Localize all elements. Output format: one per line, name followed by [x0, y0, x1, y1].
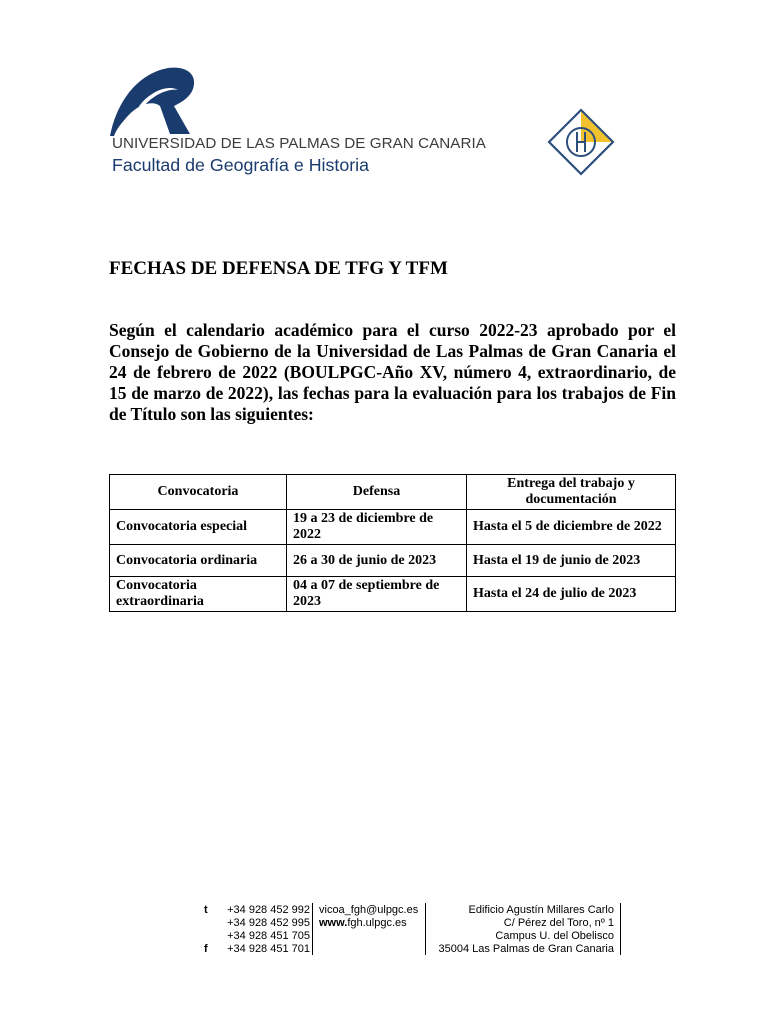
table-header-row	[110, 475, 676, 510]
phone-row	[204, 943, 310, 956]
fgh-logo-icon	[547, 108, 615, 176]
ulpgc-logo-icon	[108, 66, 198, 138]
phone-number: +34 928 452 992	[227, 904, 310, 916]
header-convocatoria: Convocatoria	[110, 475, 287, 510]
phone-label: t	[204, 904, 208, 916]
cell-convocatoria: Convocatoria especial	[110, 510, 287, 545]
footer-website[interactable]	[319, 917, 424, 930]
footer-contact	[319, 904, 424, 930]
cell-convocatoria: Convocatoria extraordinaria	[110, 577, 287, 612]
table-row	[110, 577, 676, 612]
cell-entrega: Hasta el 24 de julio de 2023	[467, 577, 676, 612]
phone-number: +34 928 452 995	[227, 917, 310, 929]
phone-label	[204, 917, 216, 930]
cell-defensa: 04 a 07 de septiembre de 2023	[287, 577, 467, 612]
faculty-name: Facultad de Geografía e Historia	[112, 155, 369, 175]
address-line: C/ Pérez del Toro, nº 1	[503, 917, 614, 929]
cell-defensa: 26 a 30 de junio de 2023	[287, 545, 467, 577]
phone-row	[204, 930, 310, 943]
header-defensa: Defensa	[287, 475, 467, 510]
footer-divider	[312, 903, 313, 955]
dates-table	[109, 474, 676, 612]
page-title: FECHAS DE DEFENSA DE TFG Y TFM	[109, 258, 448, 279]
footer-divider	[425, 903, 426, 955]
address-line: 35004 Las Palmas de Gran Canaria	[438, 943, 614, 955]
website-domain: fgh.ulpgc.es	[347, 917, 407, 929]
phone-label: f	[204, 943, 208, 955]
footer-email[interactable]: vicoa_fgh@ulpgc.es	[319, 904, 419, 916]
university-name: UNIVERSIDAD DE LAS PALMAS DE GRAN CANARIA	[112, 135, 486, 152]
phone-number: +34 928 451 705	[227, 930, 310, 942]
address-line: Edificio Agustín Millares Carlo	[468, 904, 614, 916]
cell-entrega: Hasta el 5 de diciembre de 2022	[467, 510, 676, 545]
cell-convocatoria: Convocatoria ordinaria	[110, 545, 287, 577]
table-row	[110, 510, 676, 545]
footer-divider	[620, 903, 621, 955]
website-prefix: www.	[319, 917, 348, 929]
phone-label	[204, 930, 216, 943]
page-header	[108, 66, 508, 178]
phone-row	[204, 904, 310, 917]
intro-paragraph: Según el calendario académico para el curso 2022-23 aprobado por el Consejo de Gobierno de la Universidad de Las Palmas de Gran Canaria el 24 de febrero de 2022 (BOULPGC-Año XV, número 4, extraordinario, de 15 de marzo de 2022), las fechas para la evaluación para los trabajos de Fin de Título son las siguientes:	[109, 320, 676, 424]
header-entrega: Entrega del trabajo y documentación	[467, 475, 676, 510]
footer-phones	[204, 904, 310, 956]
address-line: Campus U. del Obelisco	[495, 930, 614, 942]
phone-row	[204, 917, 310, 930]
cell-defensa: 19 a 23 de diciembre de 2022	[287, 510, 467, 545]
table-row	[110, 545, 676, 577]
cell-entrega: Hasta el 19 de junio de 2023	[467, 545, 676, 577]
footer-address	[430, 904, 614, 956]
phone-number: +34 928 451 701	[227, 943, 310, 955]
